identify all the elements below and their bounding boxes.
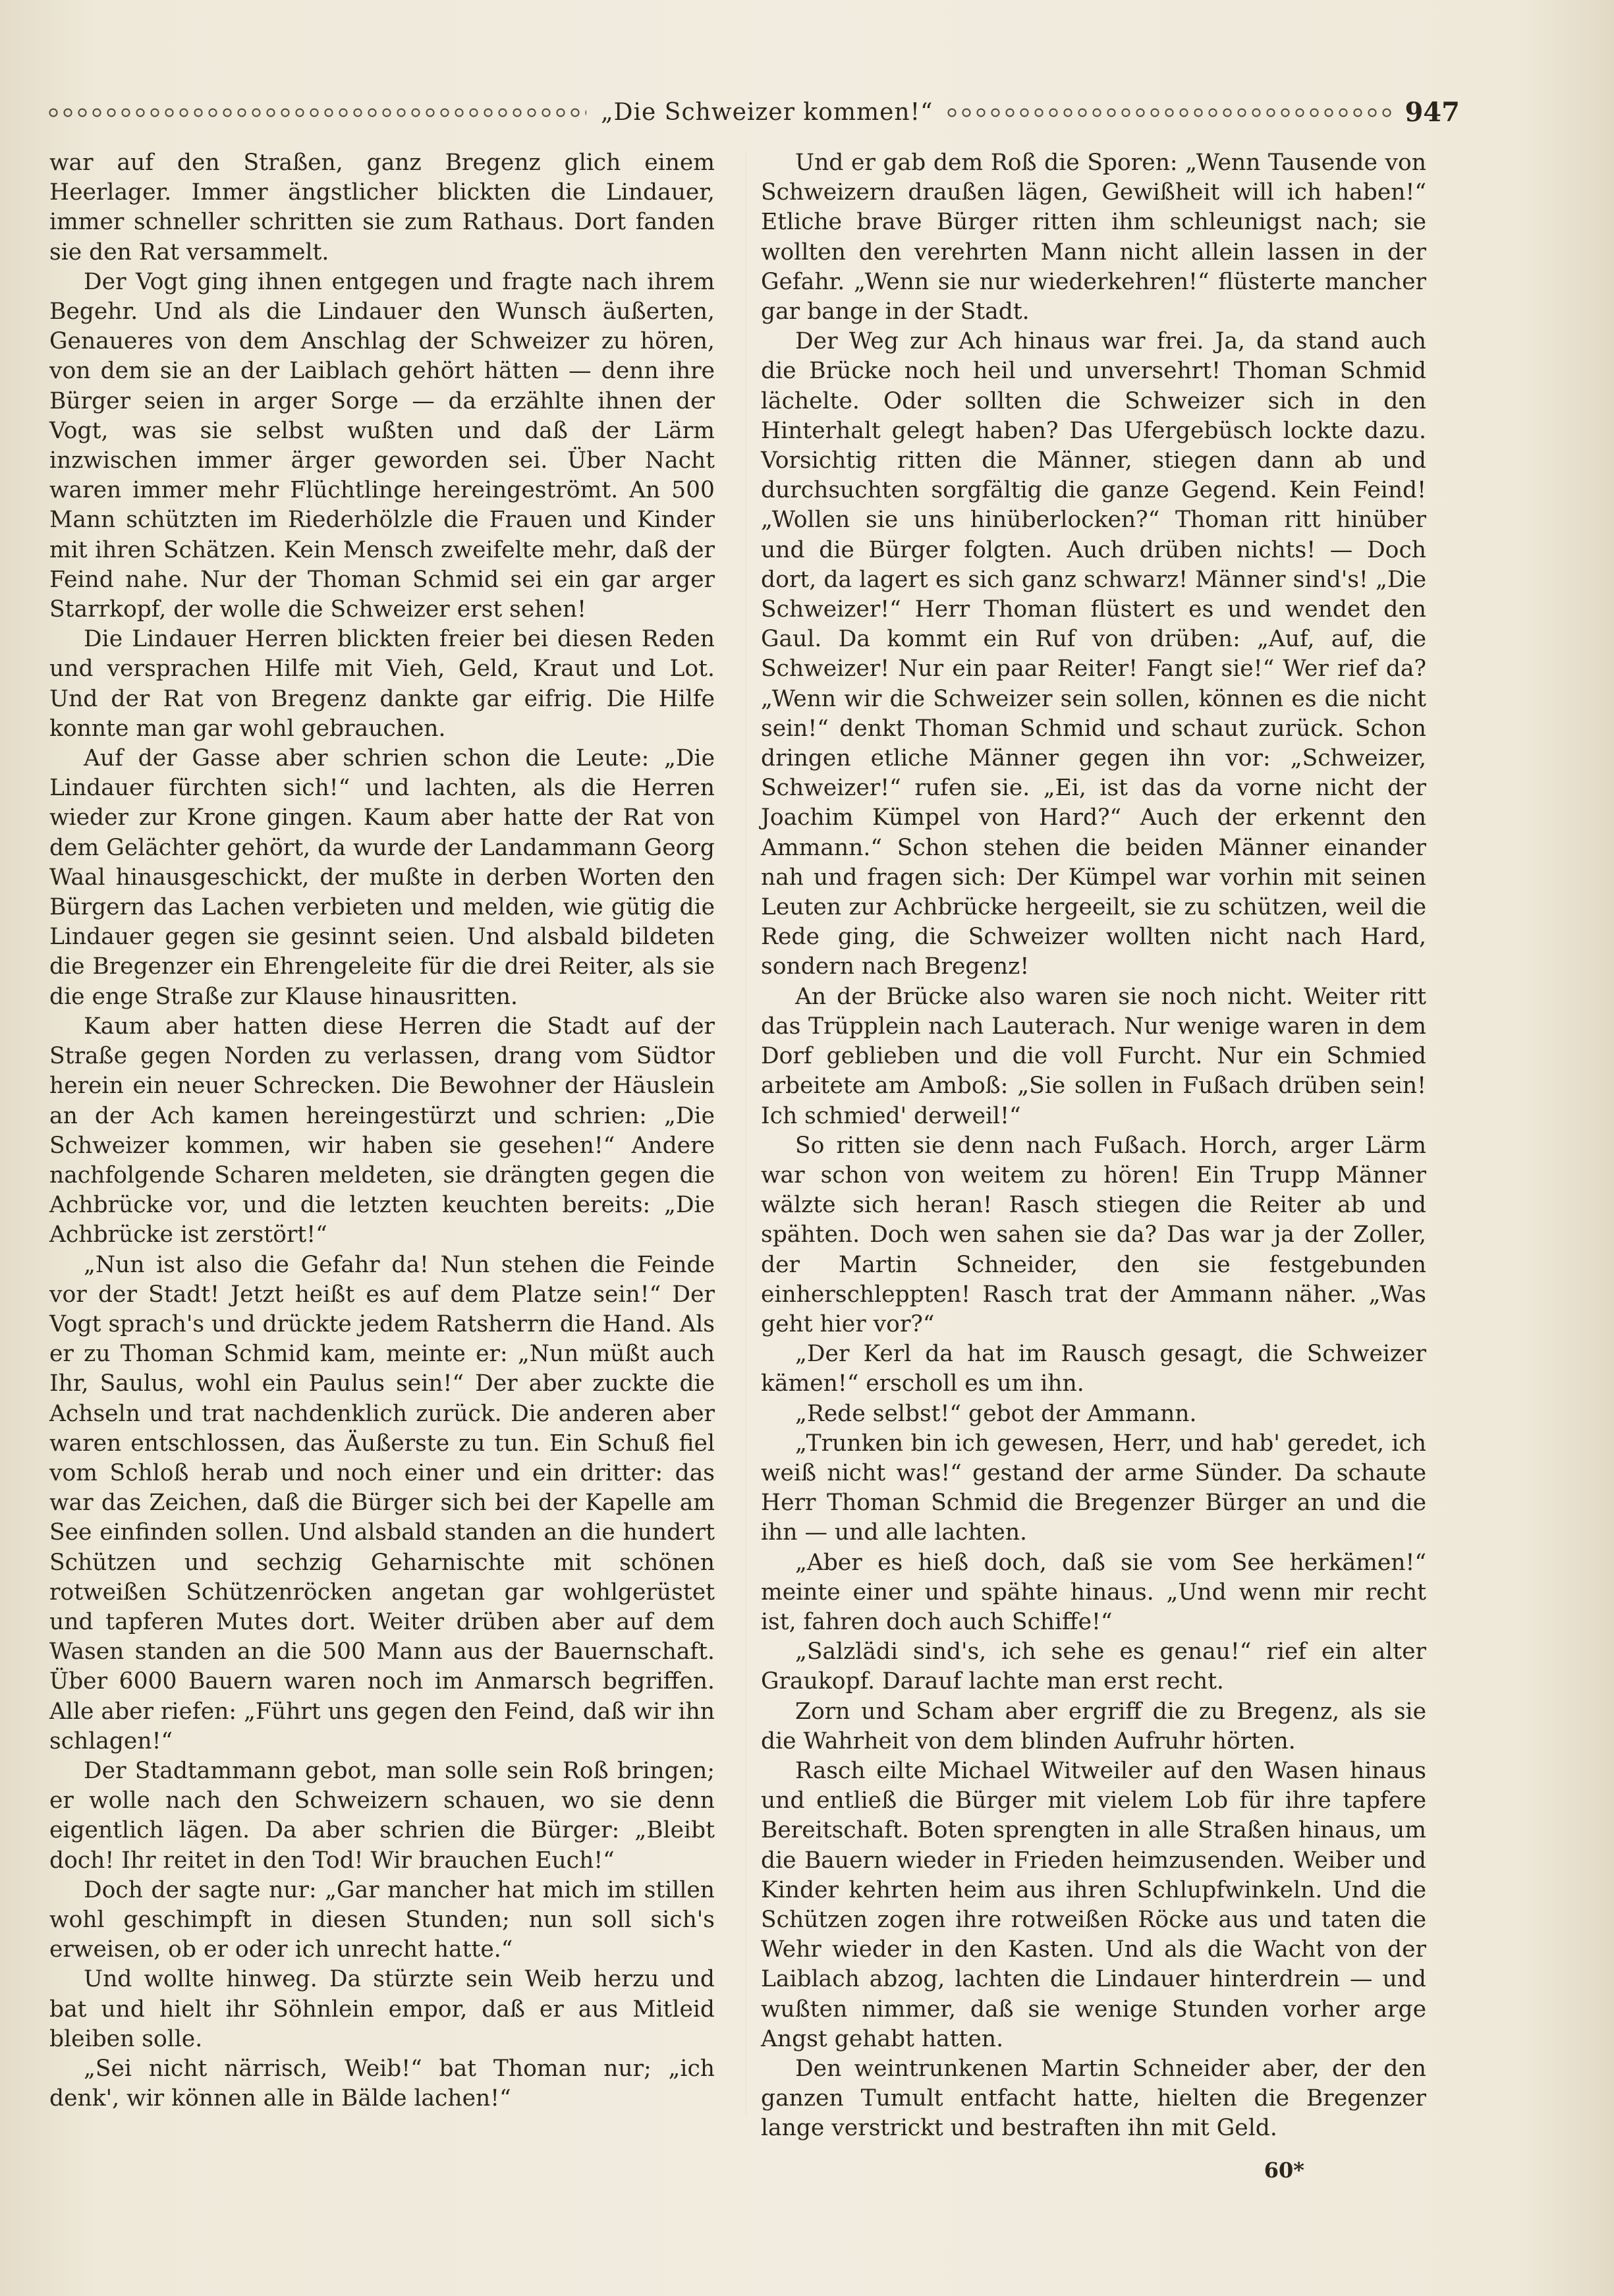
paragraph: Doch der sagte nur: „Gar mancher hat mich im stillen wohl geschimpft in diesen Stunden; nun soll sich's erweisen, ob er oder ich unrecht hatte.“ [49,1876,715,1963]
paragraph: Den weintrunkenen Martin Schneider aber, der den ganzen Tumult entfacht hatte, hielten die Bregenzer lange verstrickt und bestraften ihn mit Geld. [761,2056,1426,2142]
paragraph: So ritten sie denn nach Fußach. Horch, arger Lärm war schon von weitem zu hören! Ein Trupp Männer wälzte sich heran! Rasch stiegen die Reiter ab und spähten. Doch wen sahen sie da? Das war ja der Zoller, der Martin Schneider, den sie festgebunden einherschleppten! Rasch trat der Ammann näher. „Was geht hier vor?“ [761,1132,1426,1337]
paragraph: „Sei nicht närrisch, Weib!“ bat Thoman nur; „ich denk', wir können alle in Bälde lachen!“ [49,2056,715,2112]
paragraph: „Nun ist also die Gefahr da! Nun stehen die Feinde vor der Stadt! Jetzt heißt es auf dem Platze sein!“ Der Vogt sprach's und drückte jedem Ratsherrn die Hand. Als er zu Thoman Schmid kam, meinte er: „Nun müßt auch Ihr, Saulus, wohl ein Paulus sein!“ Der aber zuckte die Achseln und trat nachdenklich zurück. Die anderen aber waren entschlossen, das Äußerste zu tun. Ein Schuß fiel vom Schloß herab und noch einer und ein dritter: das war das Zeichen, daß die Bürger sich bei der Kapelle am See einfinden sollen. Und alsbald standen an die hundert Schützen und sechzig Geharnischte mit schönen rotweißen Schützenröcken angetan gar wohlgerüstet und tapferen Mutes dort. Weiter drüben aber auf dem Wasen standen an die 500 Mann aus der Bauernschaft. Über 6000 Bauern waren noch im Anmarsch begriffen. Alle aber riefen: „Führt uns gegen den Feind, daß wir ihn schlagen!“ [49,1251,715,1754]
paragraph: Und wollte hinweg. Da stürzte sein Weib herzu und bat und hielt ihr Söhnlein empor, daß er aus Mitleid bleiben solle. [49,1966,715,2052]
paragraph: Die Lindauer Herren blickten freier bei diesen Reden und versprachen Hilfe mit Vieh, Geld, Kraut und Lot. Und der Rat von Bregenz dankte gar eifrig. Die Hilfe konnte man gar wohl gebrauchen. [49,626,715,742]
paragraph: Auf der Gasse aber schrien schon die Leute: „Die Lindauer fürchten sich!“ und lachten, als die Herren wieder zur Krone gingen. Kaum aber hatte der Rat von dem Gelächter gehört, da wurde der Landammann Georg Waal hinausgeschickt, der mußte in derben Worten den Bürgern das Lachen verbieten und melden, wie gütig die Lindauer gegen sie gesinnt seien. Und alsbald bildeten die Bregenzer ein Ehrengeleite für die drei Reiter, als sie die enge Straße zur Klause hinausritten. [49,745,715,1010]
right-text-column [761,148,1426,2144]
paragraph: Kaum aber hatten diese Herren die Stadt auf der Straße gegen Norden zu verlassen, drang vom Südtor herein ein neuer Schrecken. Die Bewohner der Häuslein an der Ach kamen hereingestürzt und schrien: „Die Schweizer kommen, wir haben sie gesehen!“ Andere nachfolgende Scharen meldeten, sie drängten gegen die Achbrücke vor, und die letzten keuchten bereits: „Die Achbrücke ist zerstört!“ [49,1013,715,1248]
left-text-column [49,148,715,2114]
sheet-signature: 60* [1264,2158,1304,2183]
paragraph: Der Stadtammann gebot, man solle sein Roß bringen; er wolle nach den Schweizern schauen, wo sie denn eigentlich lägen. Da aber schrien die Bürger: „Bleibt doch! Ihr reitet in den Tod! Wir brauchen Euch!“ [49,1757,715,1874]
paragraph: „Rede selbst!“ gebot der Ammann. [795,1400,1197,1427]
paragraph: Der Vogt ging ihnen entgegen und fragte nach ihrem Begehr. Und als die Lindauer den Wunsch äußerten, Genaueres von dem Anschlag der Schweizer zu hören, von dem sie an der Laiblach gehört hätten — denn ihre Bürger seien in arger Sorge — da erzählte ihnen der Vogt, was sie selbst wußten und daß der Lärm inzwischen immer ärger geworden sei. Über Nacht waren immer mehr Flüchtlinge hereingeströmt. An 500 Mann schützten im Riederhölzle die Frauen und Kinder mit ihren Schätzen. Kein Mensch zweifelte mehr, daß der Feind nahe. Nur der Thoman Schmid sei ein gar arger Starrkopf, der wolle die Schweizer erst sehen! [49,268,715,623]
paragraph: war auf den Straßen, ganz Bregenz glich einem Heerlager. Immer ängstlicher blickten die Lindauer, immer schneller schritten sie zum Rathaus. Dort fanden sie den Rat versammelt. [49,150,715,266]
right-ornament-rule [945,103,1393,121]
page-number: 947 [1405,96,1460,128]
paragraph: Und er gab dem Roß die Sporen: „Wenn Tausende von Schweizern draußen lägen, Gewißheit will ich haben!“ Etliche brave Bürger ritten ihm schleunigst nach; sie wollten den verehrten Mann nicht allein lassen in der Gefahr. „Wenn sie nur wiederkehren!“ flüsterte mancher gar bange in der Stadt. [761,150,1426,325]
paragraph: An der Brücke also waren sie noch nicht. Weiter ritt das Trüpplein nach Lauterach. Nur wenige waren in dem Dorf geblieben und die voll Furcht. Nur ein Schmied arbeitete am Amboß: „Sie sollen in Fußach drüben sein! Ich schmied' derweil!“ [761,983,1426,1129]
running-title: „Die Schweizer kommen!“ [601,98,933,126]
paragraph: Zorn und Scham aber ergriff die zu Bregenz, als sie die Wahrheit von dem blinden Aufruhr hörten. [761,1698,1426,1754]
paragraph: „Trunken bin ich gewesen, Herr, und hab' geredet, ich weiß nicht was!“ gestand der arme Sünder. Da schaute Herr Thoman Schmid die Bregenzer Bürger an und die ihn — und alle lachten. [761,1430,1426,1546]
paragraph: „Der Kerl da hat im Rausch gesagt, die Schweizer kämen!“ erscholl es um ihn. [761,1341,1426,1397]
paragraph: „Salzlädi sind's, ich sehe es genau!“ rief ein alter Graukopf. Darauf lachte man erst recht. [761,1638,1426,1695]
paragraph: Der Weg zur Ach hinaus war frei. Ja, da stand auch die Brücke noch heil und unversehrt! Thoman Schmid lächelte. Oder sollten die Schweizer sich in den Hinterhalt gelegt haben? Das Ufergebüsch lockte dazu. Vorsichtig ritten die Männer, stiegen dann ab und durchsuchten sorgfältig die ganze Gegend. Kein Feind! „Wollen sie uns hinüberlocken?“ Thoman ritt hinüber und die Bürger folgten. Auch drüben nichts! — Doch dort, da lagert es sich ganz schwarz! Männer sind's! „Die Schweizer!“ Herr Thoman flüstert es und wendet den Gaul. Da kommt ein Ruf von drüben: „Auf, auf, die Schweizer! Nur ein paar Reiter! Fangt sie!“ Wer rief da? „Wenn wir die Schweizer sein sollen, können es die nicht sein!“ denkt Thoman Schmid und schaut zurück. Schon dringen etliche Männer gegen ihn vor: „Schweizer, Schweizer!“ rufen sie. „Ei, ist das da vorne nicht der Joachim Kümpel von Hard?“ Auch der erkennt den Ammann.“ Schon stehen die beiden Männer einander nah und fragen sich: Der Kümpel war vorhin mit seinen Leuten zur Achbrücke hergeeilt, sie zu schützen, weil die Rede ging, die Schweizer wollten nicht nach Hard, sondern nach Bregenz! [761,328,1426,980]
left-ornament-rule [46,103,586,121]
paragraph: „Aber es hieß doch, daß sie vom See herkämen!“ meinte einer und spähte hinaus. „Und wenn mir recht ist, fahren doch auch Schiffe!“ [761,1549,1426,1635]
paragraph: Rasch eilte Michael Witweiler auf den Wasen hinaus und entließ die Bürger mit vielem Lob für ihre tapfere Bereitschaft. Boten sprengten in alle Straßen hinaus, um die Bauern wieder in Frieden heimzusenden. Weiber und Kinder kehrten heim aus ihren Schlupfwinkeln. Und die Schützen zogen ihre rotweißen Röcke aus und taten die Wehr wieder in den Kasten. Und als die Wacht von der Laiblach abzog, lachten die Lindauer hinterdrein — und wußten nimmer, daß sie wenige Stunden vorher arge Angst gehabt hatten. [761,1757,1426,2052]
running-header [46,89,1460,135]
